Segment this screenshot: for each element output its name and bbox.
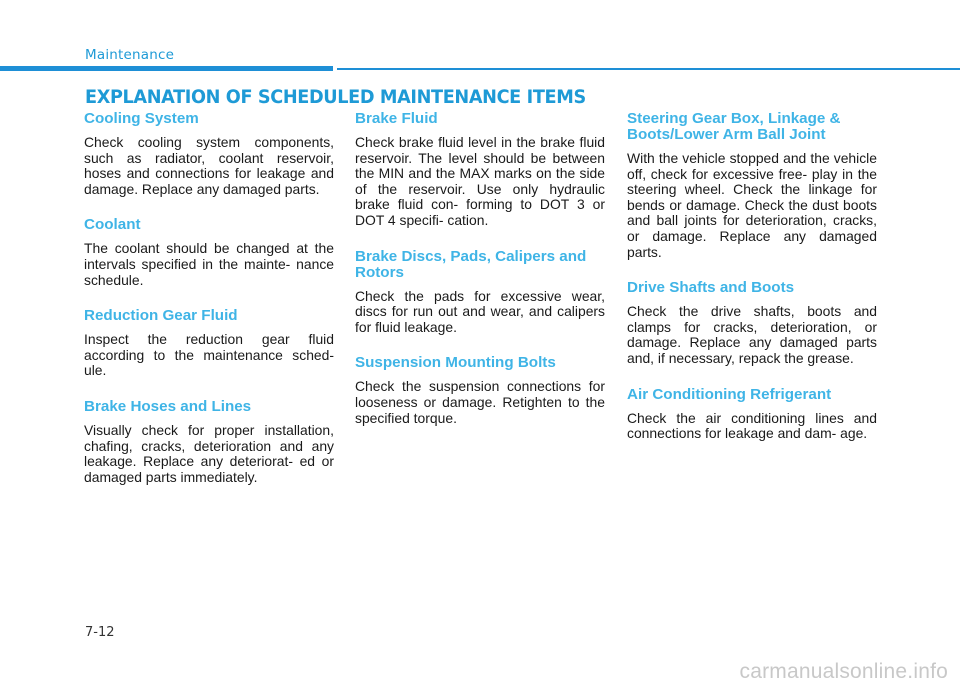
item-heading: Brake Hoses and Lines: [84, 397, 252, 415]
item-body: With the vehicle stopped and the vehicle off, check for excessive free- play in the steering wheel. Check the linkage for bends or damage. Check the dust boots and ball joints for deterioration, cracks, or damage. Replace any damaged parts.: [627, 150, 877, 260]
header-rule-thick: [0, 66, 333, 71]
watermark: carmanualsonline.info: [739, 660, 948, 683]
item-brake-fluid: [355, 111, 605, 229]
item-suspension-mounting-bolts: [355, 355, 605, 426]
item-heading: Reduction Gear Fluid: [84, 307, 238, 325]
item-air-conditioning-refrigerant: [627, 387, 877, 442]
section-label: Maintenance: [85, 47, 175, 63]
item-coolant: [84, 217, 334, 288]
item-heading: Air Conditioning Refrigerant: [627, 385, 832, 403]
item-cooling-system: [84, 111, 334, 197]
item-brake-hoses-and-lines: [84, 399, 334, 485]
page-title: EXPLANATION OF SCHEDULED MAINTENANCE ITEMS: [85, 86, 586, 108]
item-heading: Brake Discs, Pads, Calipers and Rotors: [355, 247, 587, 281]
item-heading: Coolant: [84, 216, 141, 234]
item-brake-discs-pads-calipers: [355, 249, 605, 336]
item-body: Inspect the reduction gear fluid according to the maintenance sched- ule.: [84, 331, 334, 379]
item-heading: Cooling System: [84, 110, 199, 127]
item-heading: Drive Shafts and Boots: [627, 279, 795, 297]
item-body: Check the pads for excessive wear, discs for run out and wear, and calipers for fluid leakage.: [355, 287, 605, 335]
item-body: Check the drive shafts, boots and clamps for cracks, deterioration, or damage. Replace any damaged parts and, if necessary, repack the grease.: [627, 303, 877, 366]
item-body: Check the suspension connections for looseness or damage. Retighten to the specified torque.: [355, 378, 605, 426]
column-left: [84, 111, 334, 505]
item-body: Check cooling system components, such as radiator, coolant reservoir, hoses and connections for leakage and damage. Replace any damaged parts.: [84, 134, 334, 197]
item-heading: Suspension Mounting Bolts: [355, 354, 556, 372]
item-heading: Brake Fluid: [355, 110, 438, 127]
column-middle: [355, 111, 605, 446]
item-body: Visually check for proper installation, chafing, cracks, deterioration and any leakage. Replace any deteriorat- ed or damaged parts immediately.: [84, 421, 334, 485]
item-reduction-gear-fluid: [84, 308, 334, 379]
item-heading: Steering Gear Box, Linkage & Boots/Lower Arm Ball Joint: [627, 110, 841, 143]
header-rule-thin: [337, 68, 960, 70]
page-number: 7-12: [85, 625, 115, 640]
column-right: [627, 111, 877, 462]
item-body: Check the air conditioning lines and connections for leakage and dam- age.: [627, 409, 877, 442]
item-body: The coolant should be changed at the intervals specified in the mainte- nance schedule.: [84, 240, 334, 288]
item-drive-shafts-and-boots: [627, 280, 877, 366]
item-body: Check brake fluid level in the brake fluid reservoir. The level should be between the MIN and the MAX marks on the side of the reservoir. Use only hydraulic brake fluid con- forming to DOT 3 or DOT 4 specifi- cation.: [355, 134, 605, 228]
item-steering-gear-box: [627, 111, 877, 260]
